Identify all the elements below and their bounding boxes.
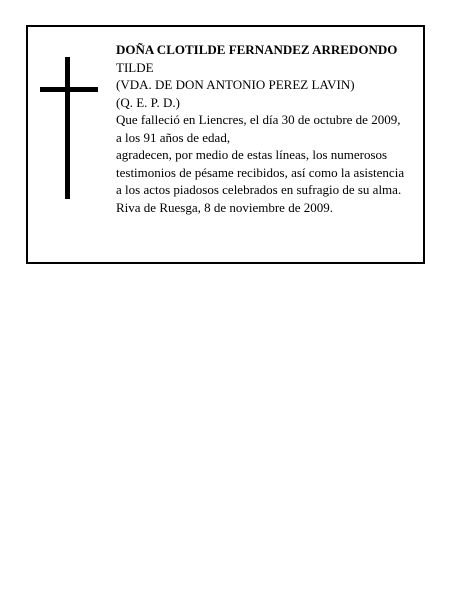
deceased-nickname: TILDE: [116, 59, 154, 75]
cross-vertical-bar: [65, 57, 70, 199]
notice-text: [116, 41, 422, 216]
latin-cross-icon: [40, 57, 98, 199]
deceased-name: DOÑA CLOTILDE FERNANDEZ ARREDONDO: [116, 42, 398, 57]
body-line: a los 91 años de edad,: [116, 129, 231, 145]
cross-horizontal-bar: [40, 87, 98, 92]
widow-of: (VDA. DE DON ANTONIO PEREZ LAVIN): [116, 77, 355, 92]
body-line: agradecen, por medio de estas líneas, los numerosos: [116, 147, 388, 162]
obituary-notice: [26, 25, 425, 264]
body-line: a los actos piadosos celebrados en sufragio de su alma.: [116, 182, 402, 197]
place-and-date: Riva de Ruesga, 8 de noviembre de 2009.: [116, 199, 333, 215]
body-line: testimonios de pésame recibidos, así como la asistencia: [116, 164, 405, 180]
rest-in-peace: (Q. E. P. D.): [116, 94, 180, 110]
body-line: Que falleció en Liencres, el día 30 de octubre de 2009,: [116, 112, 401, 127]
